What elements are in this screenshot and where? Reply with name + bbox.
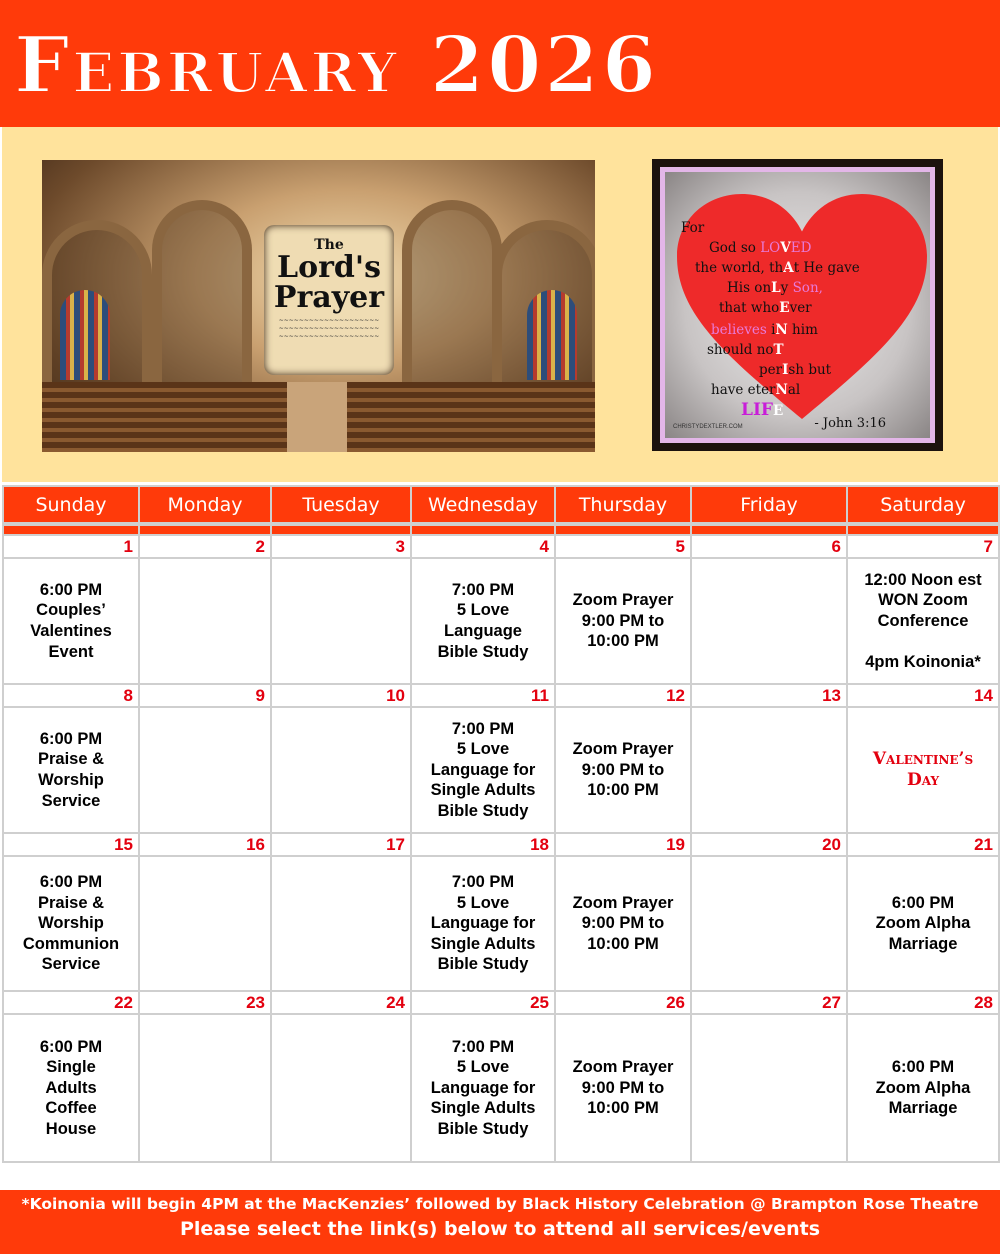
weekday-saturday: Saturday	[847, 486, 999, 524]
date-number: 21	[847, 833, 999, 856]
day-cell[interactable]	[691, 558, 847, 684]
event-text: 7:00 PM 5 Love Language for Single Adults Bible Study	[430, 1037, 536, 1138]
day-cell[interactable]	[411, 558, 555, 684]
day-cell[interactable]	[691, 707, 847, 833]
date-number: 24	[271, 991, 411, 1014]
day-cell[interactable]	[847, 707, 999, 833]
verse-segment: God so	[709, 240, 761, 256]
verse-segment: him	[787, 322, 818, 338]
verse-segment: i	[771, 322, 776, 338]
day-cell[interactable]	[847, 1014, 999, 1162]
date-row	[3, 833, 999, 856]
day-cell[interactable]	[3, 558, 139, 684]
date-number: 11	[411, 684, 555, 707]
verse-segment: A	[783, 260, 794, 276]
verse-segment: should no	[707, 342, 774, 358]
date-number: 22	[3, 991, 139, 1014]
date-number: 27	[691, 991, 847, 1014]
verse-segment: per	[759, 362, 783, 378]
verse-line	[741, 400, 783, 420]
date-row	[3, 684, 999, 707]
verse-line	[707, 342, 784, 358]
event-text: 6:00 PM Single Adults Coffee House	[39, 1037, 103, 1138]
events-row	[3, 558, 999, 684]
verse-segment: sh but	[788, 362, 832, 378]
date-number: 16	[139, 833, 271, 856]
event-text: Zoom Prayer 9:00 PM to 10:00 PM	[572, 740, 674, 800]
verse-segment: N	[775, 322, 788, 338]
event-text: 12:00 Noon est WON Zoom Conference 4pm Koinonia*	[864, 570, 982, 671]
date-number: 18	[411, 833, 555, 856]
day-cell[interactable]	[411, 856, 555, 991]
day-cell[interactable]	[555, 1014, 691, 1162]
day-cell[interactable]	[271, 707, 411, 833]
event-text: Valentine’s Day	[872, 749, 974, 790]
verse-segment: have eter	[711, 382, 776, 398]
event-text: Zoom Prayer 9:00 PM to 10:00 PM	[572, 893, 674, 953]
verse-segment: E	[779, 300, 790, 316]
verse-segment: believes	[711, 322, 772, 338]
date-number: 12	[555, 684, 691, 707]
day-cell[interactable]	[3, 1014, 139, 1162]
day-cell[interactable]	[555, 707, 691, 833]
weekday-wednesday: Wednesday	[411, 486, 555, 524]
verse-line	[719, 300, 812, 316]
day-cell[interactable]	[3, 707, 139, 833]
date-number: 1	[3, 535, 139, 558]
date-row	[3, 535, 999, 558]
day-cell[interactable]	[847, 558, 999, 684]
footer-link-prompt: Please select the link(s) below to attend all services/events	[179, 1218, 821, 1240]
weekday-thursday: Thursday	[555, 486, 691, 524]
image-credit: CHRISTYDEXTLER.COM	[673, 424, 743, 430]
verse-line	[759, 362, 831, 378]
date-number: 13	[691, 684, 847, 707]
day-cell[interactable]	[139, 1014, 271, 1162]
verse-line	[681, 220, 704, 236]
date-number: 26	[555, 991, 691, 1014]
day-cell[interactable]	[411, 1014, 555, 1162]
verse-segment: I	[782, 362, 789, 378]
day-cell[interactable]	[271, 856, 411, 991]
date-number: 9	[139, 684, 271, 707]
verse-segment: His on	[727, 280, 772, 296]
header-divider	[3, 524, 999, 535]
date-number: 23	[139, 991, 271, 1014]
day-cell[interactable]	[691, 1014, 847, 1162]
verse-line	[711, 382, 800, 398]
verse-segment: al	[787, 382, 801, 398]
john-3-16-image	[652, 159, 943, 451]
day-cell[interactable]	[555, 558, 691, 684]
event-text: 7:00 PM 5 Love Language for Single Adults Bible Study	[430, 719, 536, 820]
verse-line	[727, 280, 823, 296]
calendar-grid	[2, 485, 1000, 1163]
verse-segment: ED	[790, 240, 812, 256]
lords-prayer-image	[42, 160, 595, 452]
weekday-sunday: Sunday	[3, 486, 139, 524]
date-number: 5	[555, 535, 691, 558]
weekday-friday: Friday	[691, 486, 847, 524]
event-text: Zoom Prayer 9:00 PM to 10:00 PM	[572, 591, 674, 651]
date-number: 25	[411, 991, 555, 1014]
verse-segment: N	[775, 382, 788, 398]
date-number: 8	[3, 684, 139, 707]
lords-prayer-scroll: The Lord's Prayer ~~~~~~~~~~~~~~~~~~~~ ~~~~~~~~~~~~~~~~~~~~ ~~~~~~~~~~~~~~~~~~~~	[264, 225, 394, 375]
date-number: 17	[271, 833, 411, 856]
date-number: 6	[691, 535, 847, 558]
day-cell[interactable]	[271, 558, 411, 684]
day-cell[interactable]	[271, 1014, 411, 1162]
verse-segment: V	[780, 240, 791, 256]
weekday-header	[3, 486, 999, 524]
date-row	[3, 991, 999, 1014]
event-text: 7:00 PM 5 Love Language for Single Adults Bible Study	[430, 873, 536, 974]
verse-segment: T	[773, 342, 784, 358]
verse-segment: For	[681, 220, 705, 236]
page-title: February 2026	[14, 20, 659, 111]
verse-segment: y	[780, 280, 793, 296]
verse-reference: - John 3:16	[814, 416, 886, 431]
day-cell[interactable]	[411, 707, 555, 833]
date-number: 15	[3, 833, 139, 856]
verse-line	[709, 240, 811, 256]
footer-note: *Koinonia will begin 4PM at the MacKenzies’ followed by Black History Celebration @ Brampton Rose Theatre	[21, 1195, 979, 1213]
day-cell[interactable]	[139, 856, 271, 991]
day-cell[interactable]	[139, 558, 271, 684]
events-row	[3, 707, 999, 833]
date-number: 3	[271, 535, 411, 558]
event-text: 6:00 PM Zoom Alpha Marriage	[875, 1058, 971, 1118]
event-text: 6:00 PM Praise & Worship Service	[37, 729, 105, 810]
date-number: 20	[691, 833, 847, 856]
verse-line	[695, 260, 860, 276]
verse-segment: ver	[789, 300, 812, 316]
date-number: 28	[847, 991, 999, 1014]
verse-segment: the world, th	[695, 260, 784, 276]
date-number: 10	[271, 684, 411, 707]
event-text: 6:00 PM Zoom Alpha Marriage	[875, 893, 971, 953]
weekday-monday: Monday	[139, 486, 271, 524]
event-text: 6:00 PM Couples’ Valentines Event	[30, 580, 112, 661]
verse-segment: LIF	[741, 400, 773, 420]
date-number: 4	[411, 535, 555, 558]
day-cell[interactable]	[3, 856, 139, 991]
day-cell[interactable]	[847, 856, 999, 991]
event-text: 6:00 PM Praise & Worship Communion Service	[22, 873, 120, 974]
verse-segment: t He gave	[793, 260, 860, 276]
date-number: 7	[847, 535, 999, 558]
event-text: 7:00 PM 5 Love Language Bible Study	[437, 580, 529, 661]
weekday-tuesday: Tuesday	[271, 486, 411, 524]
verse-segment: E	[772, 403, 784, 419]
verse-segment: L	[771, 280, 781, 296]
events-row	[3, 1014, 999, 1162]
date-number: 19	[555, 833, 691, 856]
events-row	[3, 856, 999, 991]
verse-segment: Son,	[792, 280, 823, 296]
event-text: Zoom Prayer 9:00 PM to 10:00 PM	[572, 1058, 674, 1118]
day-cell[interactable]	[555, 856, 691, 991]
day-cell[interactable]	[691, 856, 847, 991]
date-number: 2	[139, 535, 271, 558]
verse-segment: that who	[719, 300, 780, 316]
title-banner	[0, 0, 1000, 127]
verse-line	[711, 322, 818, 338]
verse-segment: LO	[760, 240, 781, 256]
day-cell[interactable]	[139, 707, 271, 833]
date-number: 14	[847, 684, 999, 707]
footer	[0, 1190, 1000, 1254]
